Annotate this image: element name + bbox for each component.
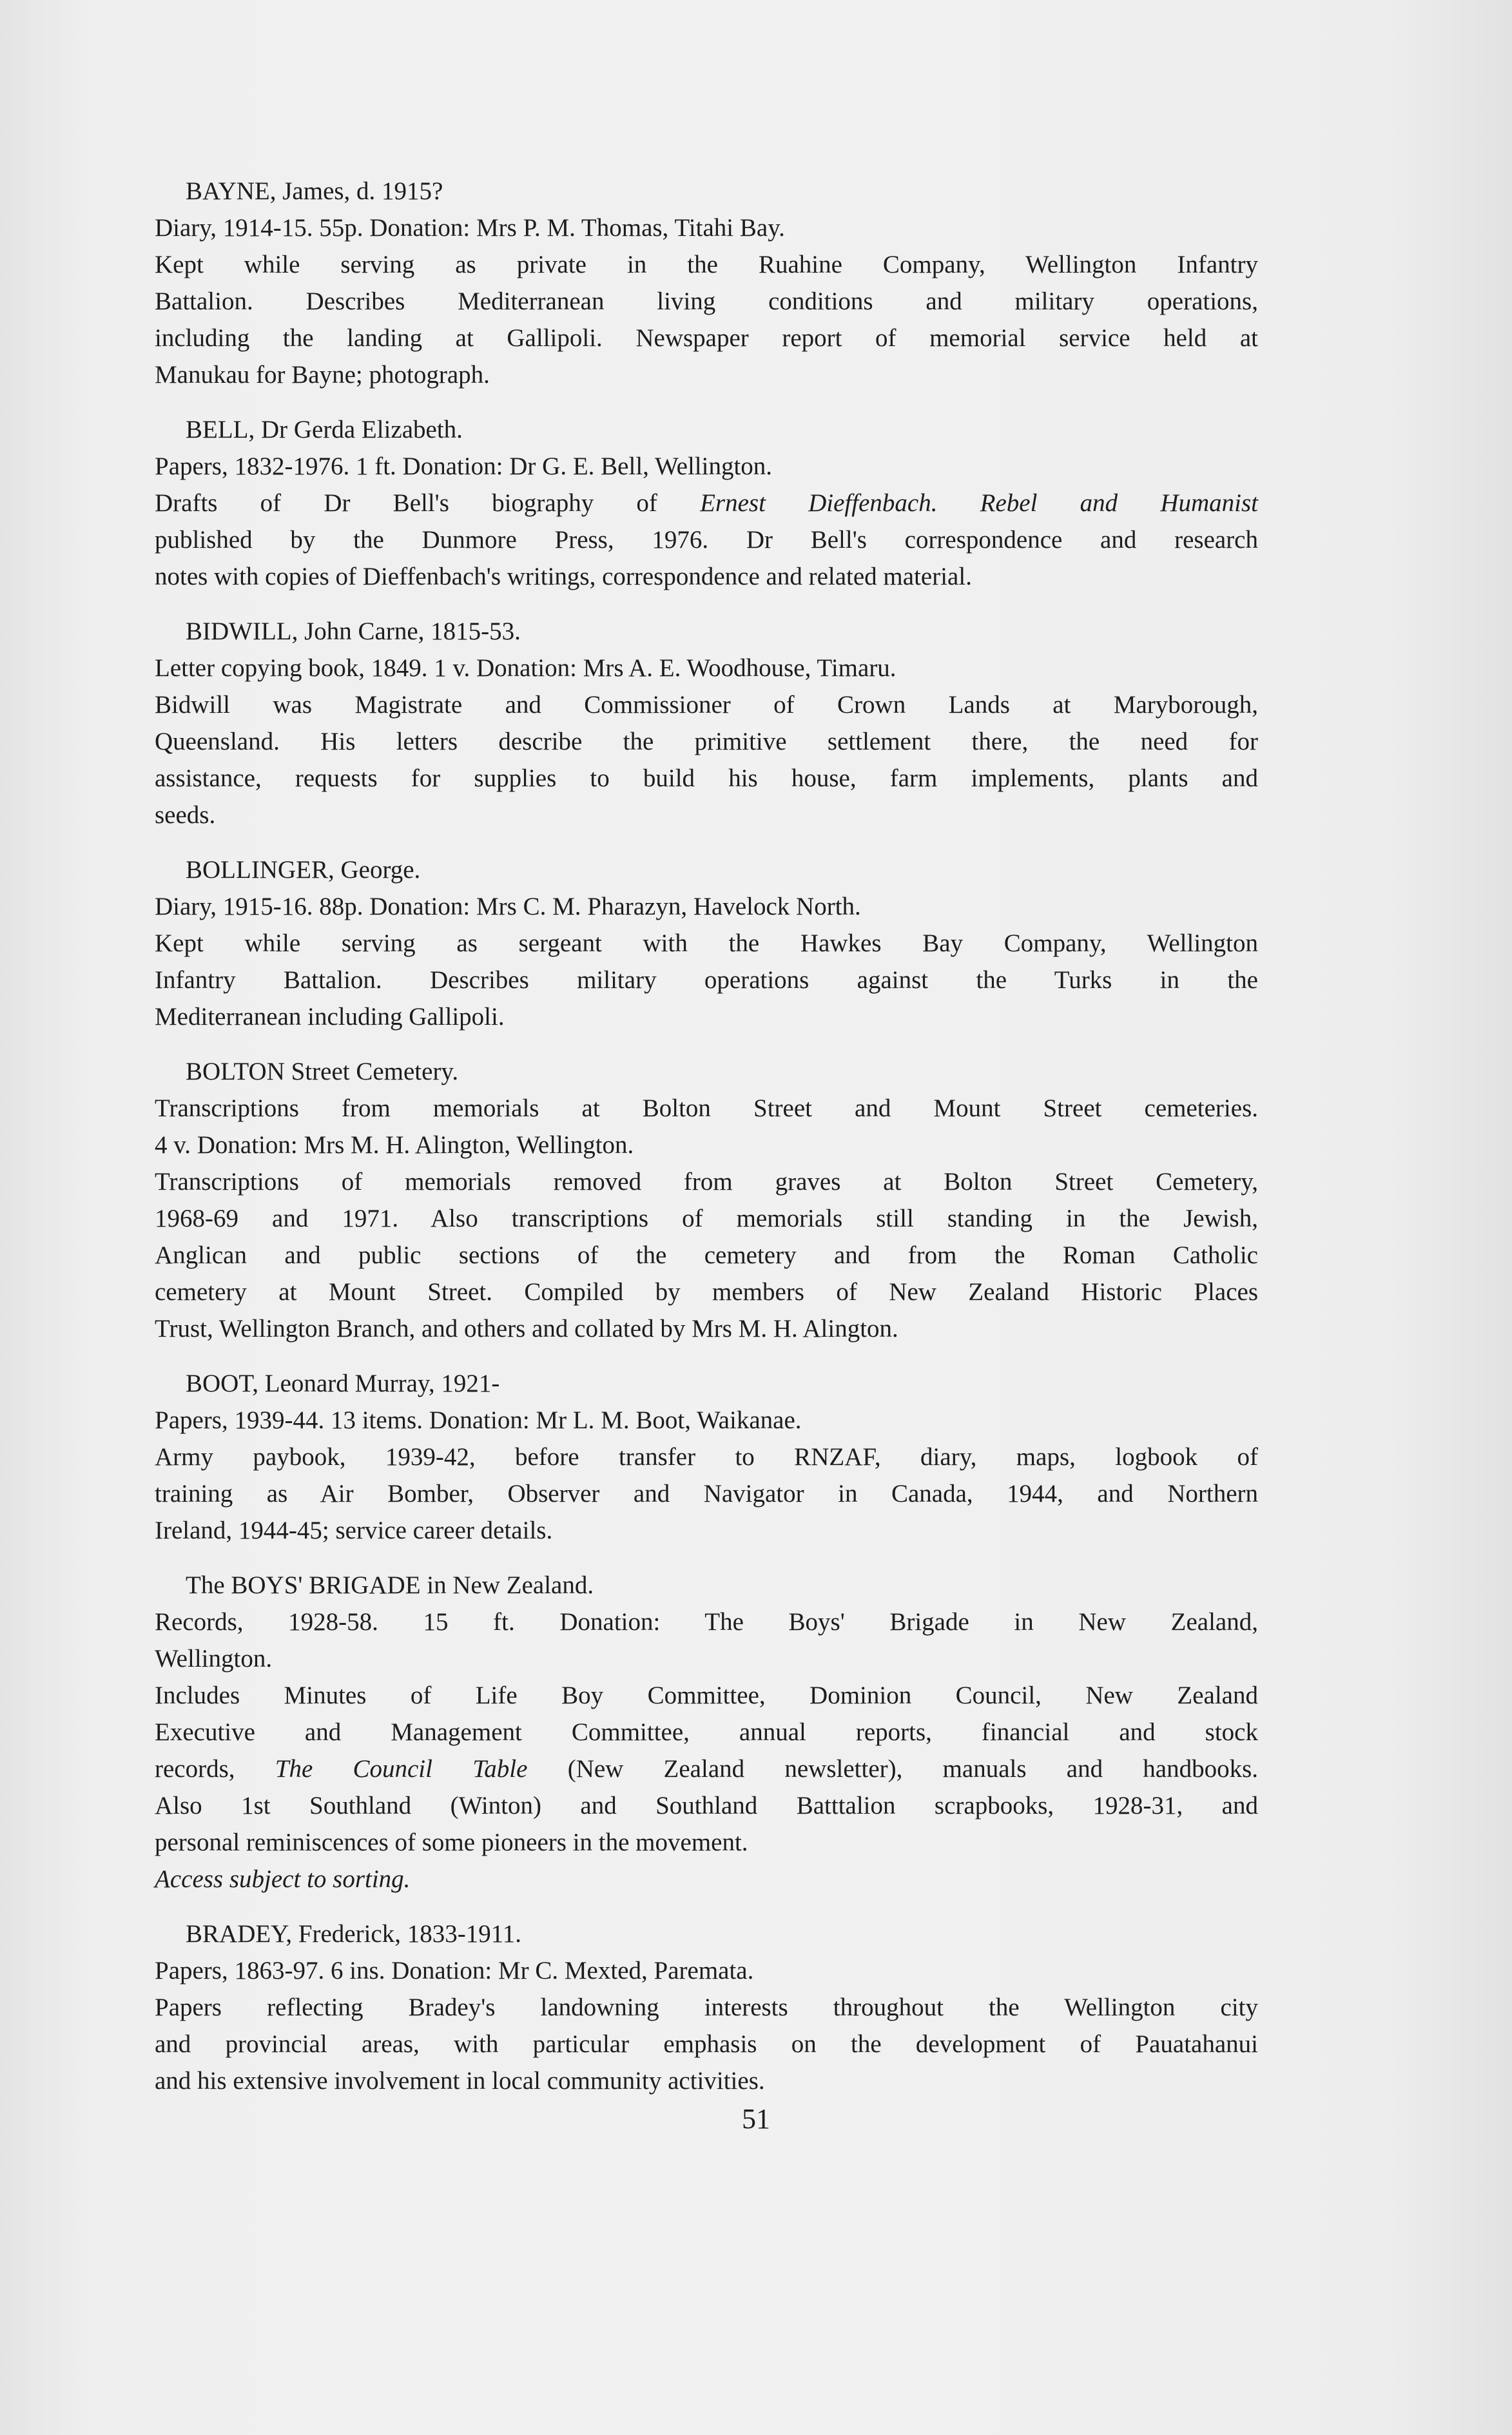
entry-heading: BELL, Dr Gerda Elizabeth. bbox=[186, 416, 463, 443]
entry-line: Diary, 1915-16. 88p. Donation: Mrs C. M. Pharazyn, Havelock North. bbox=[155, 893, 861, 920]
entry-line: Battalion. Describes Mediterranean living conditions and military operations, bbox=[155, 287, 1258, 315]
entry-line: Includes Minutes of Life Boy Committee, Dominion Council, New Zealand bbox=[155, 1682, 1258, 1709]
entry-heading: BIDWILL, John Carne, 1815-53. bbox=[186, 617, 521, 645]
entry-line: seeds. bbox=[155, 801, 216, 829]
entry-line: Queensland. His letters describe the primitive settlement there, the need for bbox=[155, 728, 1258, 755]
entry-boys-brigade bbox=[155, 1567, 1258, 1897]
entry-line: Also 1st Southland (Winton) and Southland Batttalion scrapbooks, 1928-31, and bbox=[155, 1792, 1258, 1819]
entry-line: Letter copying book, 1849. 1 v. Donation: Mrs A. E. Woodhouse, Timaru. bbox=[155, 654, 897, 682]
entry-line: Diary, 1914-15. 55p. Donation: Mrs P. M. Thomas, Titahi Bay. bbox=[155, 214, 785, 242]
entry-line: Records, 1928-58. 15 ft. Donation: The Boys' Brigade in New Zealand, bbox=[155, 1608, 1258, 1636]
entry-line: Kept while serving as sergeant with the Hawkes Bay Company, Wellington bbox=[155, 929, 1258, 957]
entry-line: Trust, Wellington Branch, and others and collated by Mrs M. H. Alington. bbox=[155, 1315, 898, 1343]
entry-heading: BOLTON Street Cemetery. bbox=[186, 1058, 459, 1085]
entry-line: Papers, 1939-44. 13 items. Donation: Mr L. M. Boot, Waikanae. bbox=[155, 1406, 802, 1434]
entry-line: and his extensive involvement in local community activities. bbox=[155, 2067, 765, 2095]
entry-line: Infantry Battalion. Describes military operations against the Turks in the bbox=[155, 966, 1258, 994]
entry-line: Ireland, 1944-45; service career details. bbox=[155, 1517, 553, 1544]
line-text: Drafts of Dr Bell's biography of bbox=[155, 489, 657, 517]
line-text: records, bbox=[155, 1755, 235, 1783]
entry-line: and provincial areas, with particular emphasis on the development of Pauatahanui bbox=[155, 2030, 1258, 2058]
line-text: (New Zealand newsletter), manuals and handbooks. bbox=[567, 1755, 1259, 1783]
entry-line: Wellington. bbox=[155, 1645, 273, 1673]
access-note: Access subject to sorting. bbox=[155, 1865, 411, 1893]
entry-line: cemetery at Mount Street. Compiled by members of New Zealand Historic Places bbox=[155, 1278, 1258, 1306]
entry-line bbox=[155, 1751, 1258, 1787]
entry-line: notes with copies of Dieffenbach's writings, correspondence and related material. bbox=[155, 563, 972, 590]
entry-line bbox=[155, 485, 1258, 521]
entry-line: Papers, 1832-1976. 1 ft. Donation: Dr G. E. Bell, Wellington. bbox=[155, 452, 773, 480]
entry-line: including the landing at Gallipoli. Newspaper report of memorial service held at bbox=[155, 324, 1258, 352]
newsletter-title: The Council Table bbox=[275, 1755, 528, 1783]
page-number: 51 bbox=[742, 2103, 770, 2135]
entry-line: Transcriptions of memorials removed from graves at Bolton Street Cemetery, bbox=[155, 1168, 1258, 1196]
entry-bell bbox=[155, 411, 1258, 595]
entry-line: training as Air Bomber, Observer and Navigator in Canada, 1944, and Northern bbox=[155, 1480, 1258, 1508]
entry-heading: The BOYS' BRIGADE in New Zealand. bbox=[186, 1571, 594, 1599]
entry-line: Kept while serving as private in the Ruahine Company, Wellington Infantry bbox=[155, 251, 1258, 278]
entry-line: Manukau for Bayne; photograph. bbox=[155, 361, 490, 389]
entry-line: Bidwill was Magistrate and Commissioner of Crown Lands at Maryborough, bbox=[155, 691, 1258, 719]
entry-bolton-street-cemetery bbox=[155, 1053, 1258, 1347]
entry-bidwill bbox=[155, 613, 1258, 833]
entry-line: assistance, requests for supplies to build his house, farm implements, plants and bbox=[155, 764, 1258, 792]
entry-line: Papers reflecting Bradey's landowning interests throughout the Wellington city bbox=[155, 1994, 1258, 2021]
entry-heading: BOOT, Leonard Murray, 1921- bbox=[186, 1370, 500, 1397]
entry-line: 1968-69 and 1971. Also transcriptions of memorials still standing in the Jewish, bbox=[155, 1205, 1258, 1232]
entry-bradey bbox=[155, 1916, 1258, 2099]
entry-line: published by the Dunmore Press, 1976. Dr Bell's correspondence and research bbox=[155, 526, 1258, 554]
entry-bayne bbox=[155, 173, 1258, 393]
entry-line: personal reminiscences of some pioneers in the movement. bbox=[155, 1829, 748, 1856]
entry-line: Papers, 1863-97. 6 ins. Donation: Mr C. Mexted, Paremata. bbox=[155, 1957, 754, 1984]
entry-heading: BAYNE, James, d. 1915? bbox=[186, 177, 443, 205]
entry-bollinger bbox=[155, 851, 1258, 1035]
entry-line: Executive and Management Committee, annual reports, financial and stock bbox=[155, 1718, 1258, 1746]
entry-line: Mediterranean including Gallipoli. bbox=[155, 1003, 505, 1031]
text-column bbox=[155, 173, 1258, 2117]
entry-heading: BRADEY, Frederick, 1833-1911. bbox=[186, 1920, 522, 1948]
entry-heading: BOLLINGER, George. bbox=[186, 856, 421, 884]
entry-line: Anglican and public sections of the cemetery and from the Roman Catholic bbox=[155, 1241, 1258, 1269]
entry-line: Transcriptions from memorials at Bolton Street and Mount Street cemeteries. bbox=[155, 1094, 1258, 1122]
entry-boot bbox=[155, 1365, 1258, 1549]
entry-line: Army paybook, 1939-42, before transfer to RNZAF, diary, maps, logbook of bbox=[155, 1443, 1258, 1471]
entry-line: 4 v. Donation: Mrs M. H. Alington, Wellington. bbox=[155, 1131, 634, 1159]
book-title: Ernest Dieffenbach. Rebel and Humanist bbox=[700, 489, 1258, 517]
